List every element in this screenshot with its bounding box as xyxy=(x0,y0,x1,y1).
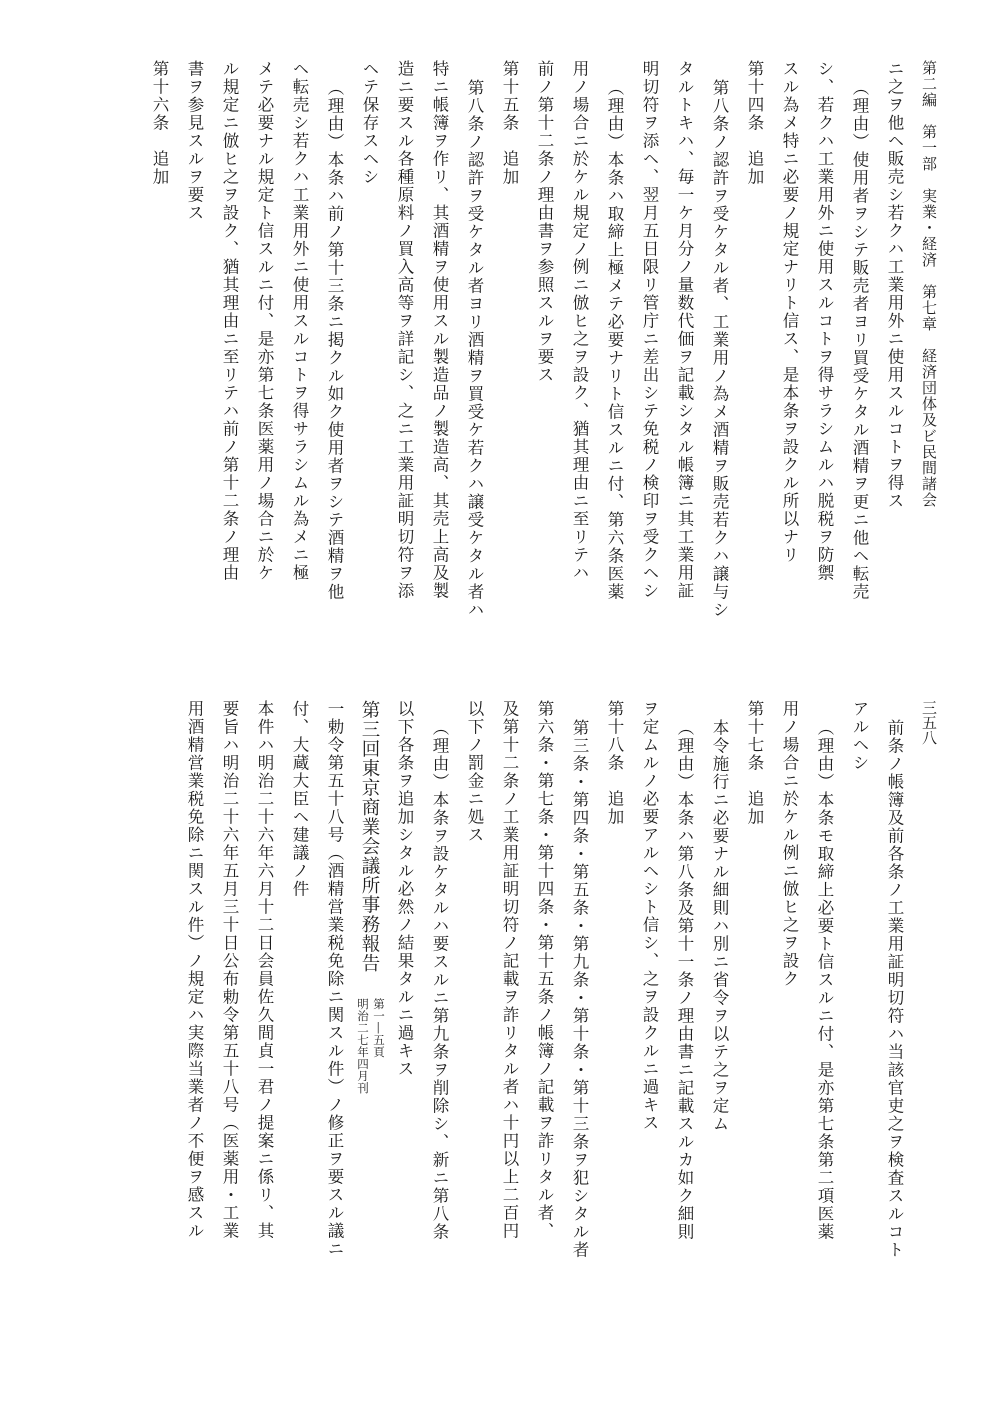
text-line: 第十六条 追加 xyxy=(150,60,169,186)
text-line: 要旨ハ明治二十六年五月三十日公布勅令第五十八号（医薬用・工業 xyxy=(220,700,239,1240)
text-line: 前ノ第十二条ノ理由書ヲ参照スルヲ要ス xyxy=(535,60,554,384)
text-line: 第十七条 追加 xyxy=(745,700,764,826)
text-line: ル規定ニ倣ヒ之ヲ設ク、猶其理由ニ至リテハ前ノ第十二条ノ理由 xyxy=(220,60,239,582)
report-heading-column xyxy=(352,700,387,1340)
text-line: タルトキハ、毎一ケ月分ノ量数代価ヲ記載シタル帳簿ニ其工業用証 xyxy=(675,60,694,600)
report-heading: 第三回東京商業会議所事務報告 xyxy=(359,700,380,973)
text-line: 以下各条ヲ追加シタル必然ノ結果タルニ過キス xyxy=(395,700,414,1078)
text-line: 第八条ノ認許ヲ受ケタル者、工業用ノ為メ酒精ヲ販売若クハ譲与シ xyxy=(710,78,729,619)
report-source-pages: 第一―五頁 xyxy=(372,997,386,1058)
text-line: 第三条・第四条・第五条・第九条・第十条・第十三条ヲ犯シタル者 xyxy=(570,718,589,1259)
text-line: アルヘシ xyxy=(850,700,869,772)
text-line: 明切符ヲ添ヘ、翌月五日限リ管庁ニ差出シテ免税ノ検印ヲ受クヘシ xyxy=(640,60,659,600)
text-line: スル為メ特ニ必要ノ規定ナリト信ス、是本条ヲ設クル所以ナリ xyxy=(780,60,799,564)
text-line: 特ニ帳簿ヲ作リ、其酒精ヲ使用スル製造品ノ製造高、其売上高及製 xyxy=(430,60,449,600)
text-line: （理由）本条ヲ設ケタルハ要スルニ第九条ヲ削除シ、新ニ第八条 xyxy=(430,718,449,1241)
running-header: 第二編 第一部 実業・経済 第七章 経済団体及ビ民間諸会 xyxy=(920,60,938,508)
text-line: 第六条・第七条・第十四条・第十五条ノ帳簿ノ記載ヲ詐リタル者、 xyxy=(535,700,554,1240)
text-line: 用酒精営業税免除ニ関スル件）ノ規定ハ実際当業者ノ不便ヲ感スル xyxy=(185,700,204,1240)
text-line: シ、若クハ工業用外ニ使用スルコトヲ得サラシムルハ脱税ヲ防禦 xyxy=(815,60,834,582)
text-line: 付、大蔵大臣ヘ建議ノ件 xyxy=(290,700,309,898)
text-line: メテ必要ナル規定ト信スルニ付、是亦第七条医薬用ノ場合ニ於ケ xyxy=(255,60,274,582)
text-line: 一勅令第五十八号（酒精営業税免除ニ関スル件）ノ修正ヲ要スル議ニ xyxy=(325,700,344,1258)
text-line: ヘテ保存スヘシ xyxy=(360,60,379,186)
text-line: ニ之ヲ他ヘ販売シ若クハ工業用外ニ使用スルコトヲ得ス xyxy=(885,60,904,510)
text-line: （理由）本条ハ第八条及第十一条ノ理由書ニ記載スルカ如ク細則 xyxy=(675,718,694,1241)
text-line: 第八条ノ認許ヲ受ケタル者ヨリ酒精ヲ買受ケ若クハ譲受ケタル者ハ xyxy=(465,78,484,619)
lower-text-part-1 xyxy=(387,700,912,1340)
text-line: ヘ転売シ若クハ工業用外ニ使用スルコトヲ得サラシムル為メニ極 xyxy=(290,60,309,582)
text-line: 及第十二条ノ工業用証明切符ノ記載ヲ詐リタル者ハ十円以上二百円 xyxy=(500,700,519,1240)
text-line: （理由）本条モ取締上必要ト信スルニ付、是亦第七条第二項医薬 xyxy=(815,718,834,1241)
text-line: （理由）本条ハ前ノ第十三条ニ掲クル如ク使用者ヲシテ酒精ヲ他 xyxy=(325,78,344,601)
text-line: 前条ノ帳簿及前各条ノ工業用証明切符ハ当該官吏之ヲ検査スルコト xyxy=(885,718,904,1259)
text-line: ヲ定ムルノ必要アルヘシト信シ、之ヲ設クルニ過キス xyxy=(640,700,659,1132)
text-line: 用ノ場合ニ於ケル例ニ倣ヒ之ヲ設ク xyxy=(780,700,799,988)
lower-text-part-2 xyxy=(177,700,352,1340)
text-line: 第十八条 追加 xyxy=(605,700,624,826)
text-line: 造ニ要スル各種原料ノ買入高等ヲ詳記シ、之ニ工業用証明切符ヲ添 xyxy=(395,60,414,600)
page-number: 三五八 xyxy=(920,700,938,745)
report-source-date: 明治二七年四月刊 xyxy=(356,997,370,1094)
text-line: 第十四条 追加 xyxy=(745,60,764,186)
text-line: 以下ノ罰金ニ処ス xyxy=(465,700,484,844)
text-line: （理由）本条ハ取締上極メテ必要ナリト信スルニ付、第六条医薬 xyxy=(605,78,624,601)
lower-text-block xyxy=(60,700,912,1340)
text-line: 用ノ場合ニ於ケル規定ノ例ニ倣ヒ之ヲ設ク、猶其理由ニ至リテハ xyxy=(570,60,589,582)
text-line: 本令施行ニ必要ナル細則ハ別ニ省令ヲ以テ之ヲ定ム xyxy=(710,718,729,1133)
text-line: 書ヲ参見スルヲ要ス xyxy=(185,60,204,222)
text-line: 第十五条 追加 xyxy=(500,60,519,186)
report-source-note xyxy=(355,998,387,1094)
text-line: 本件ハ明治二十六年六月十二日会員佐久間貞一君ノ提案ニ係リ、其 xyxy=(255,700,274,1240)
upper-text-block xyxy=(60,60,912,660)
text-line: （理由）使用者ヲシテ販売者ヨリ買受ケタル酒精ヲ更ニ他ヘ転売 xyxy=(850,78,869,601)
